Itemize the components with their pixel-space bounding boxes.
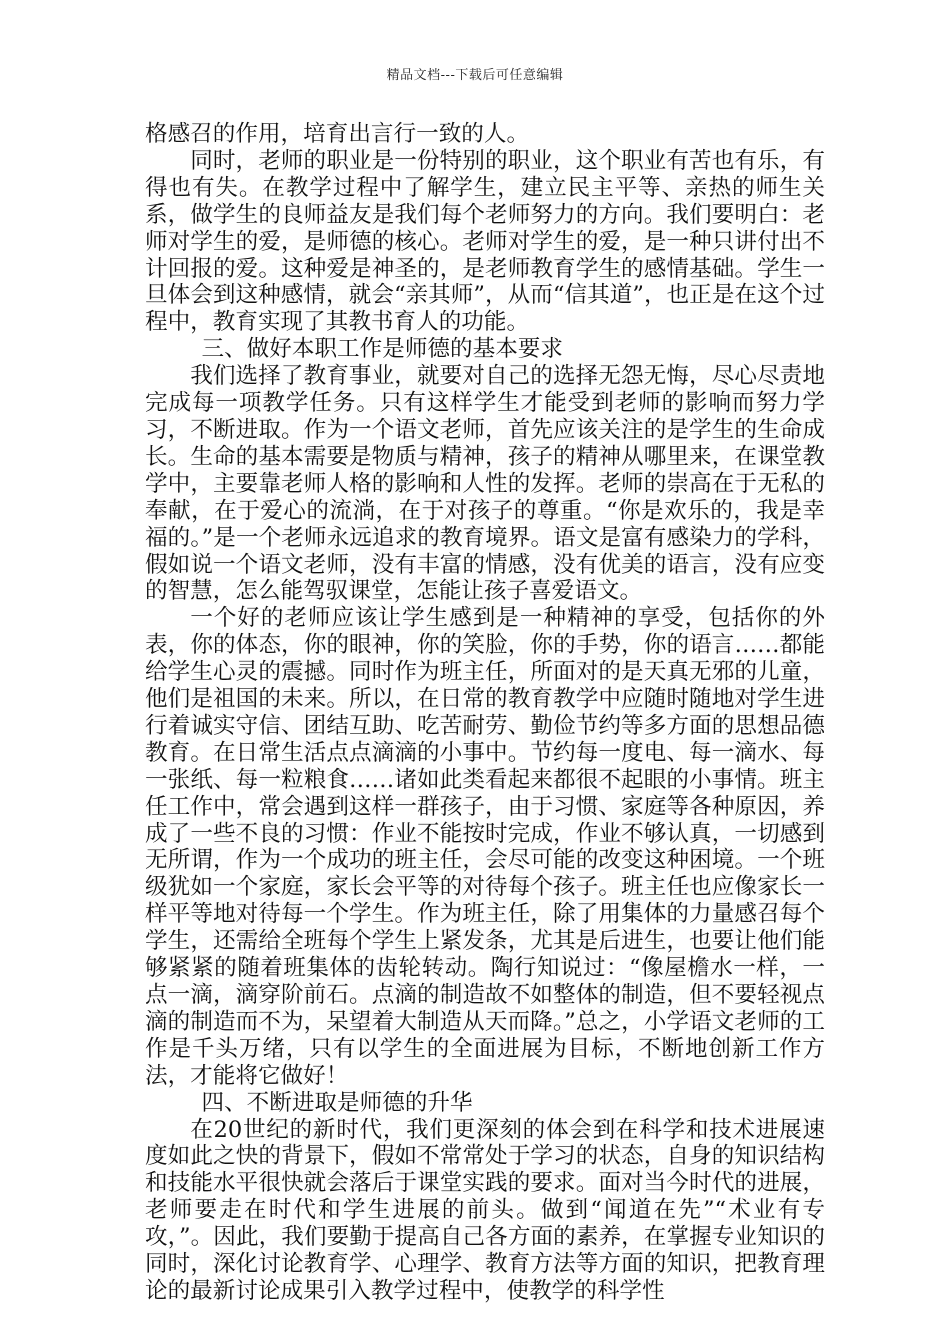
paragraph-progress: 在20世纪的新时代，我们更深刻的体会到在科学和技术进展速度如此之快的背景下，假如不常常处于学习的状态，自身的知识结构和技能水平很快就会落后于课堂实践的要求。面对当今时代的进展，老师要走在时代和学生进展的前头。做到“闻道在先”“术业有专攻，”。因此，我们要勤于提高自己各方面的素养，在掌握专业知识的同时，深化讨论教育学、心理学、教育方法等方面的知识，把教育理论的最新讨论成果引入教学过程中，使教学的科学性: [145, 1116, 825, 1304]
document-body: [145, 121, 825, 1305]
paragraph-good-teacher: 一个好的老师应该让学生感到是一种精神的享受，包括你的外表，你的体态，你的眼神，你的笑脸，你的手势，你的语言……都能给学生心灵的震撼。同时作为班主任，所面对的是天真无邪的儿童，他们是祖国的未来。所以，在日常的教育教学中应随时随地对学生进行着诚实守信、团结互助、吃苦耐劳、勤俭节约等多方面的思想品德教育。在日常生活点点滴滴的小事中。节约每一度电、每一滴水、每一张纸、每一粒粮食……诸如此类看起来都很不起眼的小事情。班主任工作中，常会遇到这样一群孩子，由于习惯、家庭等各种原因，养成了一些不良的习惯：作业不能按时完成，作业不够认真，一切感到无所谓，作为一个成功的班主任，会尽可能的改变这种困境。一个班级犹如一个家庭，家长会平等的对待每个孩子。班主任也应像家长一样平等地对待每一个学生。作为班主任，除了用集体的力量感召每个学生，还需给全班每个学生上紧发条，尤其是后进生，也要让他们能够紧紧的随着班集体的齿轮转动。陶行知说过：“像屋檐水一样，一点一滴，滴穿阶前石。点滴的制造故不如整体的制造，但不要轻视点滴的制造而不为，呆望着大制造从天而降。”总之，小学语文老师的工作是千头万绪，只有以学生的全面进展为目标，不断地创新工作方法，才能将它做好！: [145, 605, 825, 1089]
paragraph-continuation: 格感召的作用，培育出言行一致的人。: [145, 121, 530, 147]
section-heading-4: 四、不断进取是师德的升华: [201, 1089, 473, 1116]
page-header: 精品文档---下载后可任意编辑: [386, 68, 564, 83]
paragraph-duty: 我们选择了教育事业，就要对自己的选择无怨无悔，尽心尽责地完成每一项教学任务。只有这样学生才能受到老师的影响而努力学习，不断进取。作为一个语文老师，首先应该关注的是学生的生命成长。生命的基本需要是物质与精神，孩子的精神从哪里来，在课堂教学中，主要靠老师人格的影响和人性的发挥。老师的崇高在于无私的奉献，在于爱心的流淌，在于对孩子的尊重。“你是欢乐的，我是幸福的。”是一个老师永远追求的教育境界。语文是富有感染力的学科，假如说一个语文老师，没有丰富的情感，没有优美的语言，没有应变的智慧，怎么能驾驭课堂，怎能让孩子喜爱语文。: [145, 363, 825, 605]
section-heading-3: 三、做好本职工作是师德的基本要求: [201, 336, 563, 363]
paragraph-teacher-love: 同时，老师的职业是一份特别的职业，这个职业有苦也有乐，有得也有失。在教学过程中了解学生，建立民主平等、亲热的师生关系，做学生的良师益友是我们每个老师努力的方向。我们要明白：老师对学生的爱，是师德的核心。老师对学生的爱，是一种只讲付出不计回报的爱。这种爱是神圣的，是老师教育学生的感情基础。学生一旦体会到这种感情，就会“亲其师”，从而“信其道”，也正是在这个过程中，教育实现了其教书育人的功能。: [145, 147, 825, 336]
